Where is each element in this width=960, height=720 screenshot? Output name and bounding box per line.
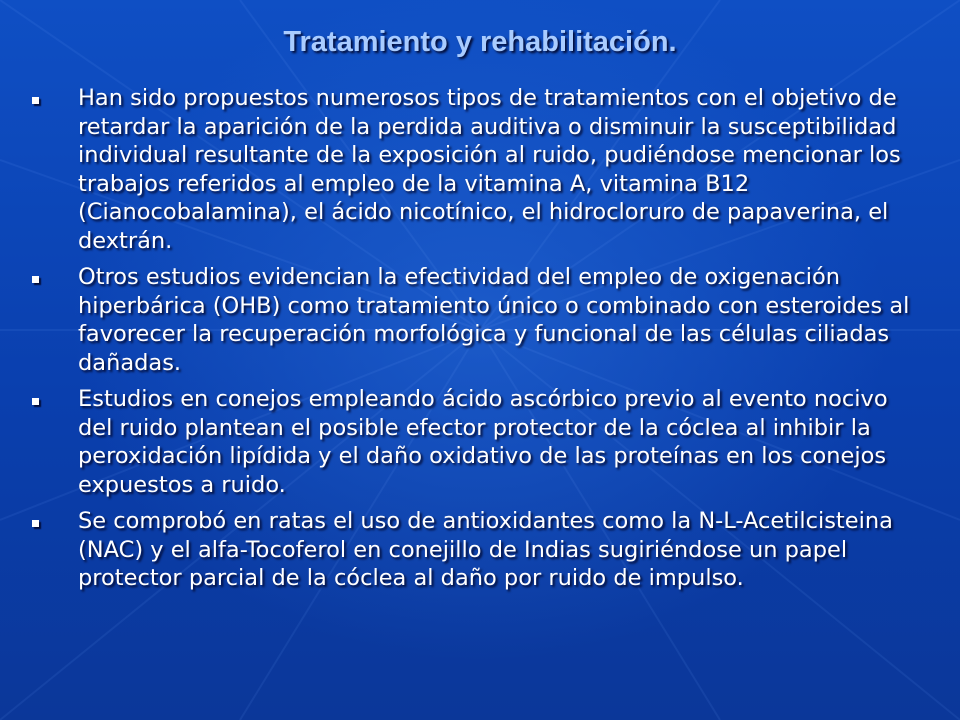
bullet-text: Estudios en conejos empleando ácido ascórbico previo al evento nocivo del ruido plantean el posible efector protector de la cóclea al inhibir la peroxidación lipídida y el daño oxidativo de las proteínas en los conejos expuestos a ruido.	[78, 386, 888, 498]
list-item	[28, 84, 928, 255]
list-item	[28, 385, 928, 499]
square-bullet-icon	[32, 520, 39, 527]
bullet-text: Han sido propuestos numerosos tipos de tratamientos con el objetivo de retardar la aparición de la perdida auditiva o disminuir la susceptibilidad individual resultante de la exposición al ruido, pudiéndose mencionar los trabajos referidos al empleo de la vitamina A, vitamina B12 (Cianocobalamina), el ácido nicotínico, el hidrocloruro de papaverina, el dextrán.	[78, 85, 901, 254]
slide-title: Tratamiento y rehabilitación.	[283, 26, 677, 58]
list-item	[28, 263, 928, 377]
square-bullet-icon	[32, 276, 39, 283]
square-bullet-icon	[32, 398, 39, 405]
square-bullet-icon	[32, 97, 39, 104]
bullet-text: Otros estudios evidencian la efectividad del empleo de oxigenación hiperbárica (OHB) como tratamiento único o combinado con esteroides al favorecer la recuperación morfológica y funcional de las células ciliadas dañadas.	[78, 264, 910, 376]
list-item	[28, 507, 928, 593]
bullet-text: Se comprobó en ratas el uso de antioxidantes como la N-L-Acetilcisteina (NAC) y el alfa-Tocoferol en conejillo de Indias sugiriéndose un papel protector parcial de la cóclea al daño por ruido de impulso.	[78, 508, 893, 591]
bullet-list	[28, 84, 928, 601]
